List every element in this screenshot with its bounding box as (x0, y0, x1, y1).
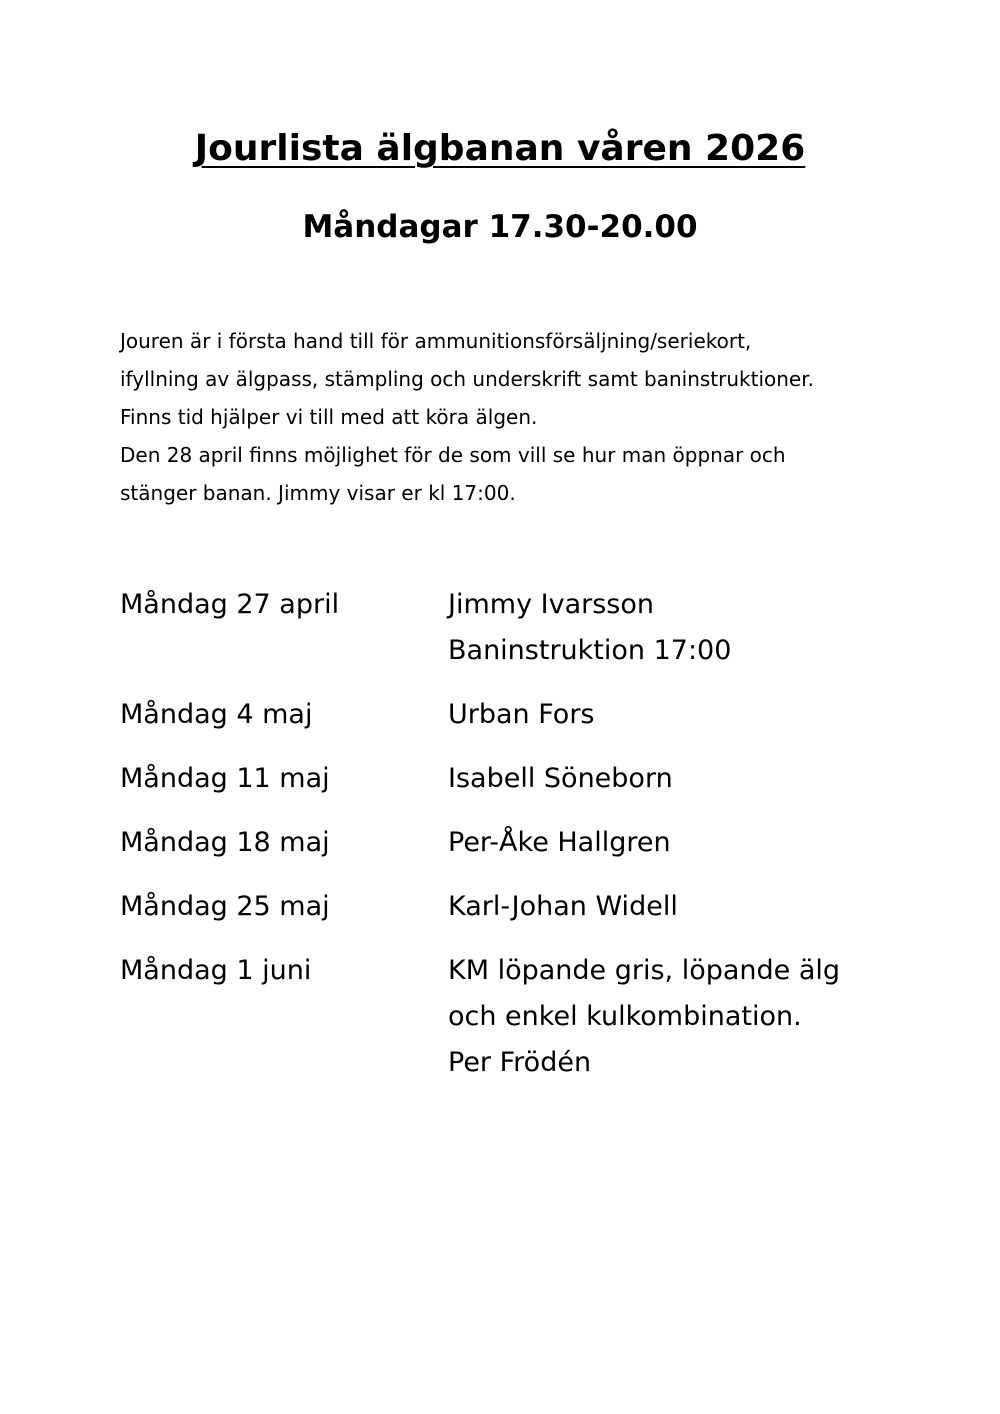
schedule-duty (448, 756, 920, 802)
schedule-duty (448, 820, 920, 866)
schedule-duty (448, 582, 920, 674)
schedule-duty-line: Per Frödén (448, 1047, 592, 1078)
schedule-date: Måndag 4 maj (120, 699, 313, 730)
intro-line: ifyllning av älgpass, stämpling och underskrift samt baninstruktioner. (120, 367, 814, 391)
intro-line: Den 28 april finns möjlighet för de som vill se hur man öppnar och (120, 443, 786, 467)
duty-schedule (120, 582, 920, 1086)
schedule-duty (448, 692, 920, 738)
intro-line: Jouren är i första hand till för ammunitionsförsäljning/seriekort, (120, 329, 752, 353)
schedule-duty-line: Baninstruktion 17:00 (448, 635, 732, 666)
schedule-row (120, 582, 920, 674)
schedule-row (120, 756, 920, 802)
schedule-duty (448, 884, 920, 930)
schedule-date: Måndag 1 juni (120, 955, 312, 986)
schedule-duty-line: Jimmy Ivarsson (448, 589, 654, 620)
schedule-duty (448, 948, 920, 1086)
schedule-date: Måndag 18 maj (120, 827, 330, 858)
schedule-duty-line: Isabell Söneborn (448, 763, 673, 794)
schedule-duty-line: och enkel kulkombination. (448, 1001, 802, 1032)
schedule-date: Måndag 11 maj (120, 763, 330, 794)
intro-line: stänger banan. Jimmy visar er kl 17:00. (120, 481, 516, 505)
intro-line: Finns tid hjälper vi till med att köra älgen. (120, 405, 538, 429)
page-title-text: Jourlista älgbanan våren 2026 (194, 128, 806, 169)
schedule-date: Måndag 25 maj (120, 891, 330, 922)
schedule-date: Måndag 27 april (120, 589, 340, 620)
intro-paragraph (120, 322, 920, 512)
page-title (0, 122, 1000, 176)
schedule-row (120, 820, 920, 866)
schedule-row (120, 884, 920, 930)
schedule-duty-line: KM löpande gris, löpande älg (448, 955, 841, 986)
schedule-duty-line: Karl-Johan Widell (448, 891, 678, 922)
schedule-duty-line: Per-Åke Hallgren (448, 827, 671, 858)
schedule-duty-line: Urban Fors (448, 699, 595, 730)
schedule-row (120, 692, 920, 738)
schedule-row (120, 948, 920, 1086)
page-subtitle: Måndagar 17.30-20.00 (302, 209, 698, 245)
